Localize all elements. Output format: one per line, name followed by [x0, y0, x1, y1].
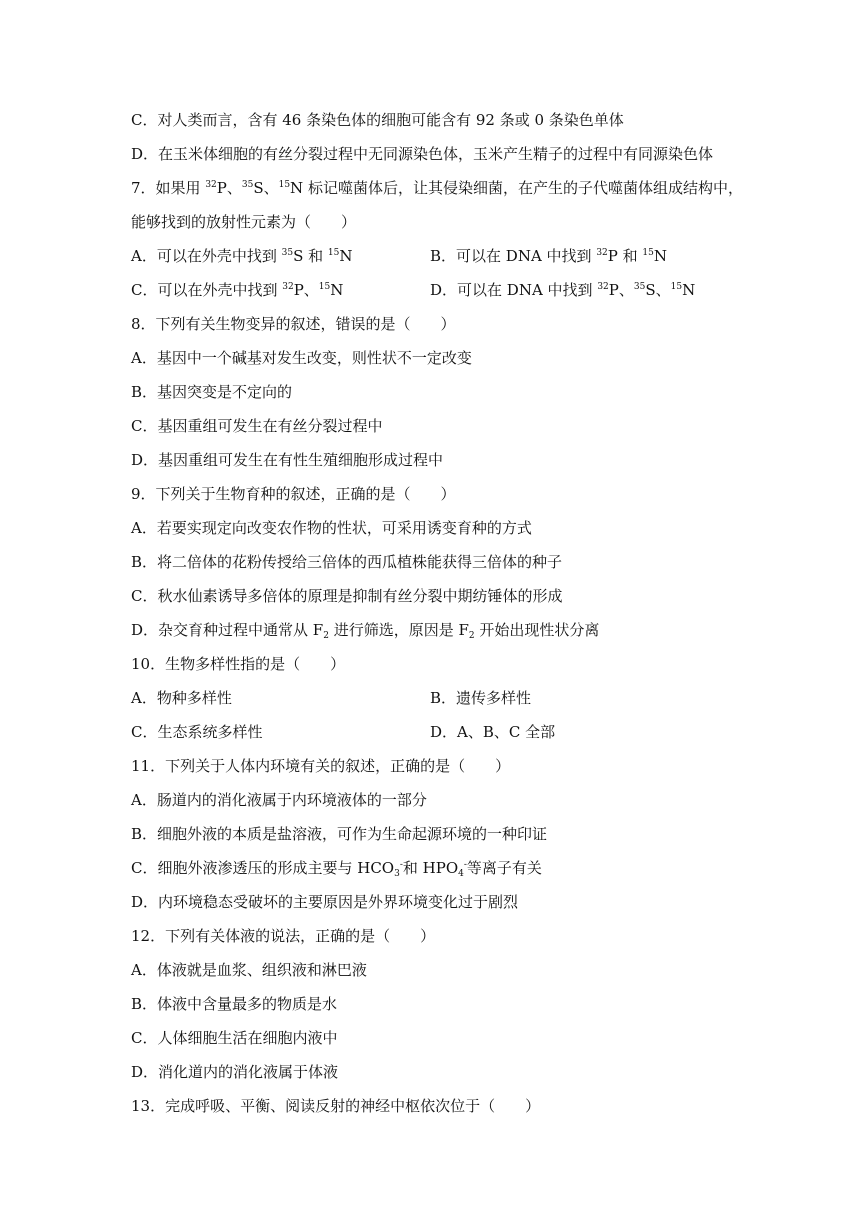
- q12-option-d: D．消化道内的消化液属于体液: [131, 1063, 339, 1081]
- q12-stem: 12．下列有关体液的说法，正确的是（ ）: [131, 927, 436, 945]
- q9-stem: 9．下列关于生物育种的叙述，正确的是（ ）: [131, 485, 456, 503]
- q10-option-a: A．物种多样性: [131, 689, 232, 707]
- q7-option-d: D．可以在 DNA 中找到 $^{32}$P、$^{35}$S、$^{15}$N: [430, 281, 696, 299]
- q7-option-row1: [131, 246, 352, 266]
- q13-stem: 13．完成呼吸、平衡、阅读反射的神经中枢依次位于（ ）: [131, 1097, 541, 1115]
- q12-option-b: B．体液中含量最多的物质是水: [131, 995, 338, 1013]
- q10-stem: 10．生物多样性指的是（ ）: [131, 655, 346, 673]
- q6-option-c: C．对人类而言，含有 46 条染色体的细胞可能含有 92 条或 0 条染色单体: [131, 111, 624, 129]
- q9-option-a: A．若要实现定向改变农作物的性状，可采用诱变育种的方式: [131, 519, 532, 537]
- q10-option-c: C．生态系统多样性: [131, 723, 263, 741]
- q12-option-c: C．人体细胞生活在细胞内液中: [131, 1029, 338, 1047]
- q7-option-c: C．可以在外壳中找到 $^{32}$P、$^{15}$N: [131, 281, 344, 299]
- q8-option-d: D．基因重组可发生在有性生殖细胞形成过程中: [131, 451, 444, 469]
- q8-stem: 8．下列有关生物变异的叙述，错误的是（ ）: [131, 315, 456, 333]
- q8-option-a: A．基因中一个碱基对发生改变，则性状不一定改变: [131, 349, 472, 367]
- q12-option-a: A．体液就是血浆、组织液和淋巴液: [131, 961, 367, 979]
- q9-option-d: D．杂交育种过程中通常从 $F_2$ 进行筛选，原因是 $F_2$ 开始出现性状分离: [131, 621, 600, 641]
- q10-option-b: B．遗传多样性: [430, 689, 532, 707]
- q9-option-c: C．秋水仙素诱导多倍体的原理是抑制有丝分裂中期纺锤体的形成: [131, 587, 563, 605]
- q11-option-d: D．内环境稳态受破坏的主要原因是外界环境变化过于剧烈: [131, 893, 519, 911]
- q11-stem: 11．下列关于人体内环境有关的叙述，正确的是（ ）: [131, 757, 511, 775]
- q8-option-c: C．基因重组可发生在有丝分裂过程中: [131, 417, 383, 435]
- q7-stem-line1: 7．如果用 $^{32}$P、$^{35}$S、$^{15}$N 标记噬菌体后，让其侵染细菌，在产生的子代噬菌体组成结构中，: [131, 179, 743, 197]
- q11-option-c: C．细胞外液渗透压的形成主要与 $HCO_3^-$和 $HPO_4^-$等离子有关: [131, 859, 542, 879]
- q8-option-b: B．基因突变是不定向的: [131, 383, 293, 401]
- q7-option-a: A．可以在外壳中找到 $^{35}$S 和 $^{15}$N: [131, 247, 353, 265]
- q9-option-b: B．将二倍体的花粉传授给三倍体的西瓜植株能获得三倍体的种子: [131, 553, 563, 571]
- q6-option-d: D．在玉米体细胞的有丝分裂过程中无同源染色体，玉米产生精子的过程中有同源染色体: [131, 145, 714, 163]
- q7-stem-line2: 能够找到的放射性元素为（ ）: [131, 213, 357, 231]
- q11-option-a: A．肠道内的消化液属于内环境液体的一部分: [131, 791, 427, 809]
- q10-option-d: D．A、B、C 全部: [430, 723, 556, 741]
- q7-option-b: B．可以在 DNA 中找到 $^{32}$P 和 $^{15}$N: [430, 247, 667, 265]
- q11-option-b: B．细胞外液的本质是盐溶液，可作为生命起源环境的一种印证: [131, 825, 548, 843]
